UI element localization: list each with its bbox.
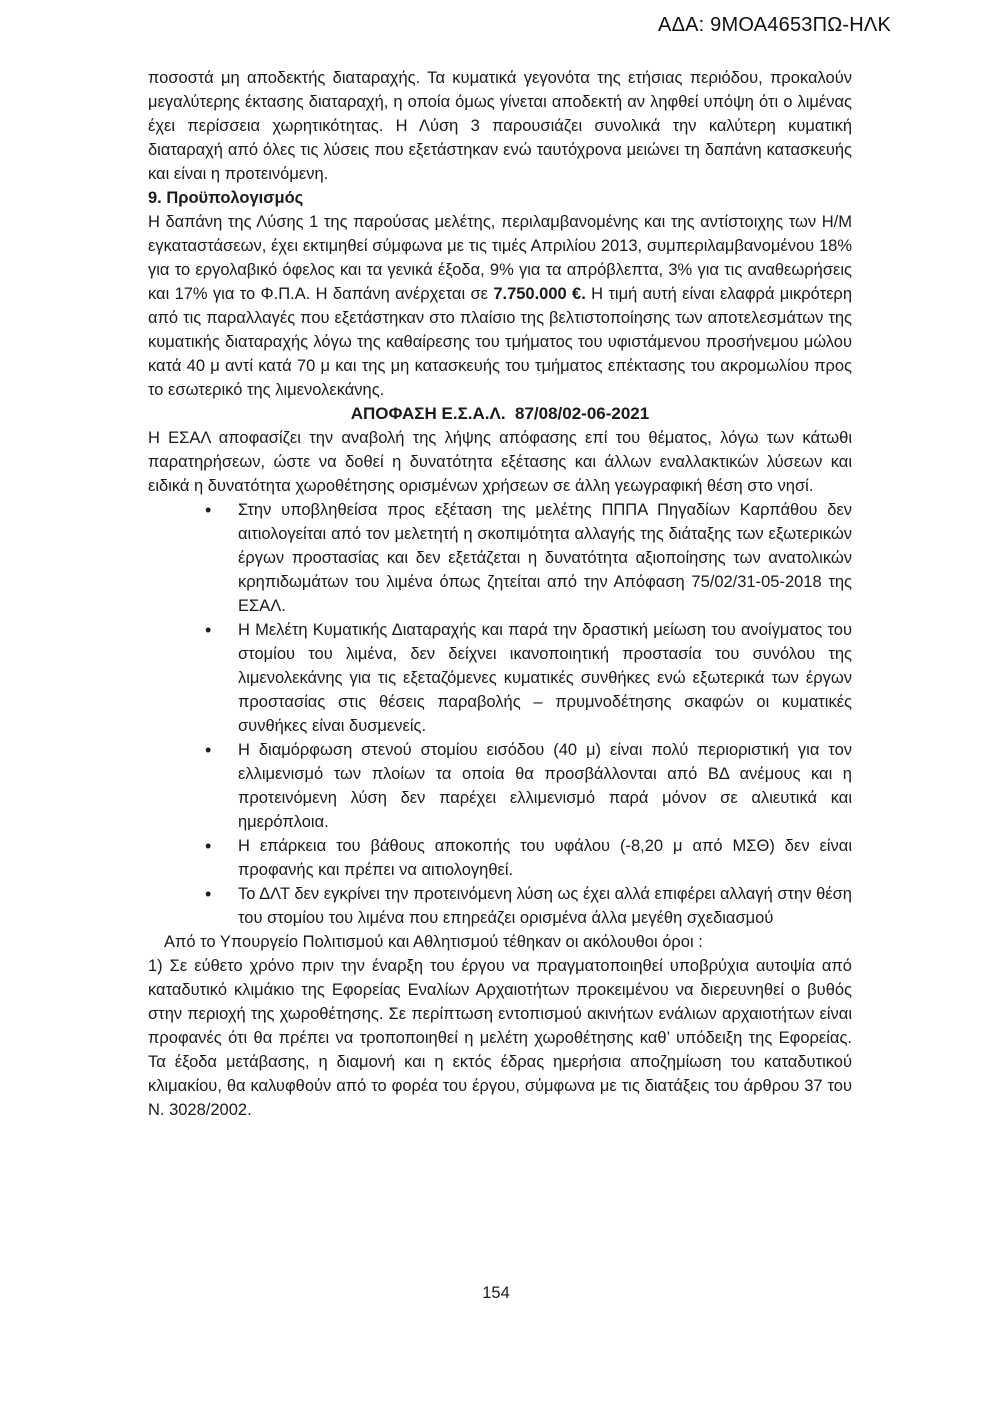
bullet-item-text: Στην υποβληθείσα προς εξέταση της μελέτης ΠΠΠΑ Πηγαδίων Καρπάθου δεν αιτιολογείται από τον μελετητή η σκοπιμότητα αλλαγής της διάταξης των εξωτερικών έργων προστασίας και δεν εξετάζεται η δυνατότητα αξιοποίησης των ανατολικών κρηπιδωμάτων του λιμένα όπως ζητείται από την Απόφαση 75/02/31-05-2018 της ΕΣΑΛ.: [238, 501, 852, 615]
section-9-heading: 9. Προϋπολογισμός: [148, 189, 304, 207]
ada-code: ΑΔΑ: 9ΜΟΑ4653ΠΩ-ΗΛΚ: [658, 14, 891, 36]
bullet-item-text: Η Μελέτη Κυματικής Διαταραχής και παρά την δραστική μείωση του ανοίγματος του στομίου του λιμένα, δεν δείχνει ικανοποιητική προστασία του συνόλου της λιμενολεκάνης για τις εξεταζόμενες κυματικές συνθήκες ενώ εξωτερικά των έργων προστασίας στις θέσεις παραβολής – πρυμνοδέτησης σκαφών οι κυματικές συνθήκες είναι δυσμενείς.: [238, 621, 852, 735]
budget-amount: 7.750.000 €.: [493, 285, 586, 303]
document-body: [148, 66, 852, 1122]
ministry-terms-line: Από το Υπουργείο Πολιτισμού και Αθλητισμού τέθηκαν οι ακόλουθοι όροι :: [164, 933, 703, 951]
bullet-item: [238, 738, 852, 834]
bullet-item-text: Η διαμόρφωση στενού στομίου εισόδου (40 μ) είναι πολύ περιοριστική για τον ελλιμενισμό των πλοίων τα οποία θα προσβάλλονται από ΒΔ ανέμους και η προτεινόμενη λύση δεν παρέχει ελλιμενισμό παρά μόνον σε αλιευτικά και ημερόπλοια.: [238, 741, 852, 831]
bullet-item: [238, 498, 852, 618]
bullet-item-text: Το ΔΛΤ δεν εγκρίνει την προτεινόμενη λύση ως έχει αλλά επιφέρει αλλαγή στην θέση του στομίου του λιμένα που επηρεάζει ορισμένα άλλα μεγέθη σχεδιασμού: [238, 885, 852, 927]
decision-heading: ΑΠΟΦΑΣΗ Ε.Σ.Α.Λ. 87/08/02-06-2021: [350, 404, 650, 423]
bullet-item-text: Η επάρκεια του βάθους αποκοπής του υφάλου (-8,20 μ από ΜΣΘ) δεν είναι προφανής και πρέπει να αιτιολογηθεί.: [238, 837, 852, 879]
paragraph-term-1: 1) Σε εύθετο χρόνο πριν την έναρξη του έργου να πραγματοποιηθεί υποβρύχια αυτοψία από καταδυτικό κλιμάκιο της Εφορείας Εναλίων Αρχαιοτήτων προκειμένου να διερευνηθεί ο βυθός στην περιοχή της χωροθέτησης. Σε περίπτωση εντοπισμού ακινήτων ενάλιων αρχαιοτήτων είναι προφανές ότι θα πρέπει να τροποποιηθεί η μελέτη χωροθέτησης καθ’ υπόδειξη της Εφορείας. Τα έξοδα μετάβασης, η διαμονή και η εκτός έδρας ημερήσια αποζημίωση του καταδυτικού κλιμακίου, θα καλυφθούν από το φορέα του έργου, σύμφωνα με τις διατάξεις του άρθρου 37 του Ν. 3028/2002.: [148, 957, 852, 1119]
remarks-bullet-list: [148, 498, 852, 930]
paragraph-wave-disturbance: ποσοστά μη αποδεκτής διαταραχής. Τα κυματικά γεγονότα της ετήσιας περιόδου, προκαλούν μεγαλύτερης έκτασης διαταραχή, η οποία όμως γίνεται αποδεκτή αν ληφθεί υπόψη ότι ο λιμένας έχει περίσσεια χωρητικότητας. Η Λύση 3 παρουσιάζει συνολικά την καλύτερη κυματική διαταραχή από όλες τις λύσεις που εξετάστηκαν ενώ ταυτόχρονα μειώνει τη δαπάνη κατασκευής και είναι η προτεινόμενη.: [148, 69, 852, 183]
paragraph-budget: [148, 210, 852, 402]
budget-text-start: Η δαπάνη της Λύσης 1 της παρούσας μελέτης, περιλαμβανομένης και της αντίστοιχης των Η/Μ εγκαταστάσεων, έχει εκτιμηθεί σύμφωνα με τις τιμές Απριλίου 2013, συμπεριλαμβανομένου 18% για το εργολαβικό όφελος και τα γενικά έξοδα, 9% για τα απρόβλεπτα, 3% για τις αναθεωρήσεις και 17% για το Φ.Π.Α. Η δαπάνη ανέρχεται σε: [148, 213, 852, 303]
bullet-item: [238, 834, 852, 882]
decision-intro-paragraph: Η ΕΣΑΛ αποφασίζει την αναβολή της λήψης απόφασης επί του θέματος, λόγω των κάτωθι παρατηρήσεων, ώστε να δοθεί η δυνατότητα εξέτασης και άλλων εναλλακτικών λύσεων και ειδικά η δυνατότητα χωροθέτησης ορισμένων χρήσεων σε άλλη γεωγραφική θέση στο νησί.: [148, 429, 852, 495]
budget-text-end: Η τιμή αυτή είναι ελαφρά μικρότερη από τις παραλλαγές που εξετάστηκαν στο πλαίσιο της βελτιστοποίησης των αποτελεσμάτων της κυματικής διαταραχής λόγω της καθαίρεσης του τμήματος του υφιστάμενου προσήνεμου μώλου κατά 40 μ αντί κατά 70 μ και της μη κατασκευής του τμήματος επέκτασης του ακρομωλίου προς το εσωτερικό της λιμενολεκάνης.: [148, 285, 852, 399]
bullet-item: [238, 882, 852, 930]
bullet-item: [238, 618, 852, 738]
page-number: 154: [482, 1284, 510, 1302]
